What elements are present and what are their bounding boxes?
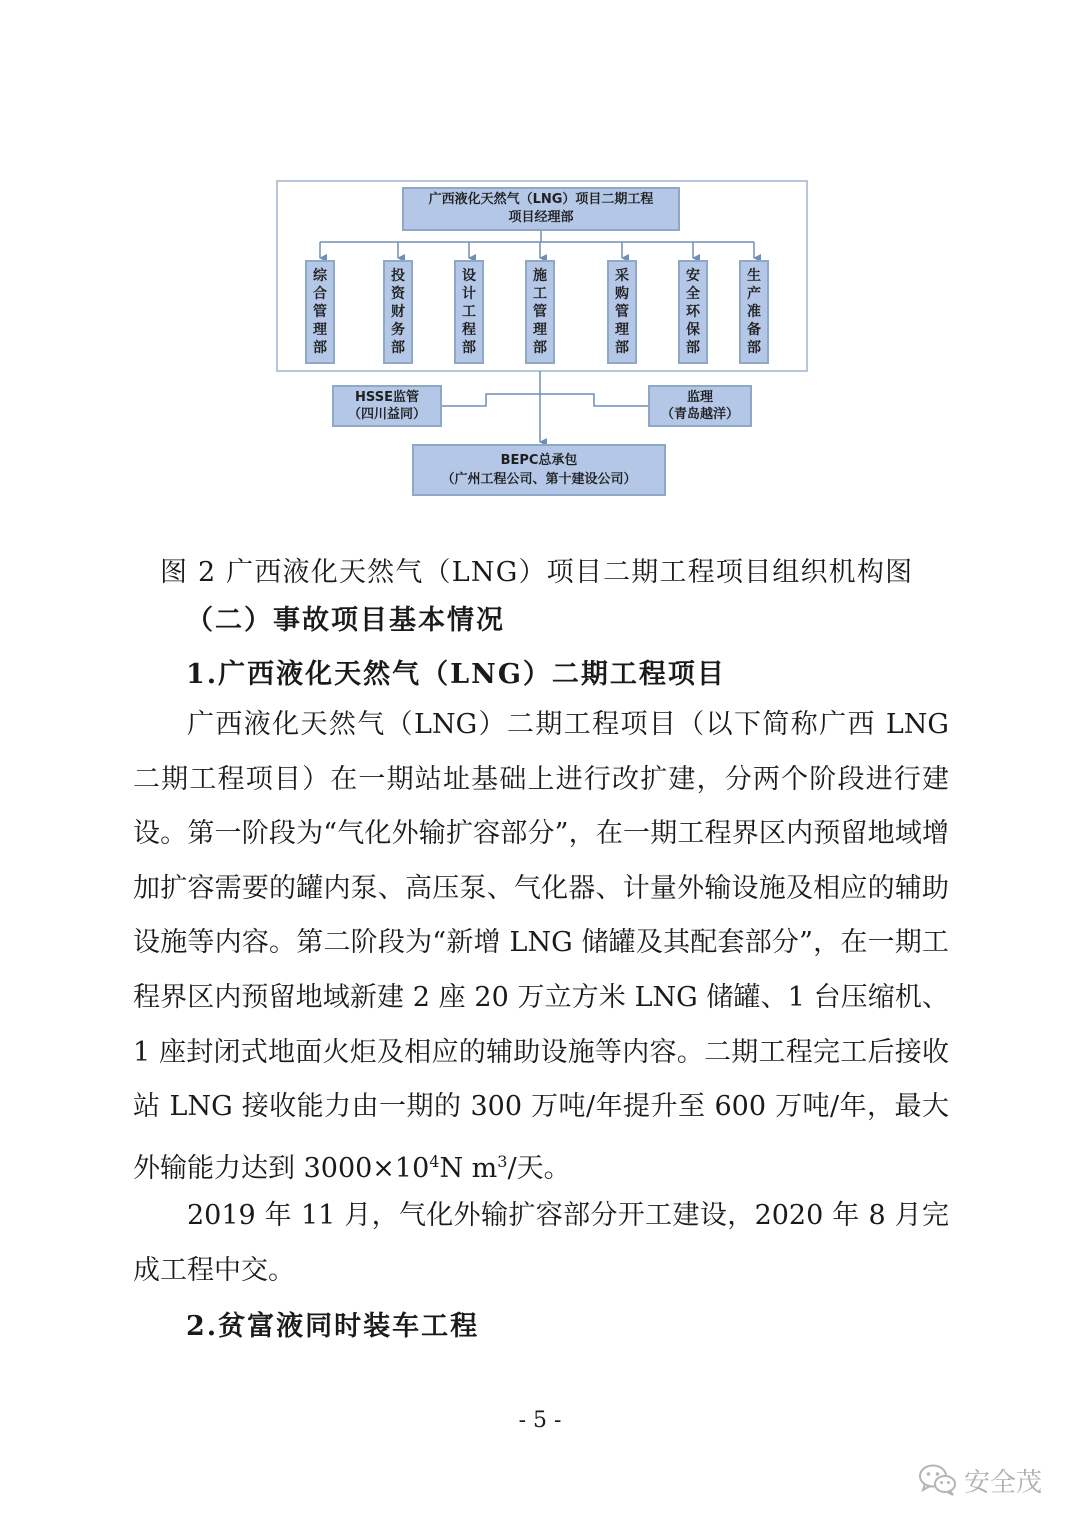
bepc-line2: （广州工程公司、第十建设公司） <box>441 472 637 487</box>
watermark-text: 安全茂 <box>964 1467 1043 1498</box>
dept-box-procurement: 采购管理部 <box>607 260 637 364</box>
dept-box-safety: 安全环保部 <box>678 260 708 364</box>
unit-per-day: /天。 <box>507 1152 571 1184</box>
dept-box-finance: 投资财务部 <box>383 260 413 364</box>
dept-box-production: 生产准备部 <box>739 260 769 364</box>
project-management-dept-line2: 项目经理部 <box>508 210 574 225</box>
project-management-dept-box <box>402 187 680 231</box>
wechat-icon <box>918 1463 958 1497</box>
hsse-supervision-box <box>332 385 442 427</box>
supervision-line2: （青岛越洋） <box>660 407 739 422</box>
project-management-dept-line1: 广西液化天然气（LNG）项目二期工程 <box>428 192 654 207</box>
paragraph-construction-timeline: 2019 年 11 月，气化外输扩容部分开工建设，2020 年 8 月完成工程中交。 <box>133 1200 949 1286</box>
subsection-heading-2: 2.贫富液同时装车工程 <box>186 1311 480 1342</box>
org-chart <box>276 180 808 500</box>
supervision-box <box>648 385 752 427</box>
paragraph-project-overview-text: 广西液化天然气（LNG）二期工程项目（以下简称广西 LNG 二期工程项目）在一期站址基础上进行改扩建，分两个阶段进行建设。第一阶段为“气化外输扩容部分”，在一期工程界区内预留地域增加扩容需要的罐内泵、高压泵、气化器、计量外输设施及相应的辅助设施等内容。第二阶段为“新增 LNG 储罐及其配套部分”，在一期工程界区内预留地域新建 2 座 20 万立方米 LNG 储罐、1 台压缩机、1 座封闭式地面火炬及相应的辅助设施等内容。二期工程完工后接收站 LNG 接收能力由一期的 300 万吨/年提升至 600 万吨/年，最大外输能力达到 3000×10 <box>133 709 949 1184</box>
exponent-3: 3 <box>497 1151 508 1171</box>
section-heading: （二）事故项目基本情况 <box>186 605 505 636</box>
hsse-line2: （四川益同） <box>347 407 426 422</box>
dept-box-general: 综合管理部 <box>305 260 335 364</box>
dept-box-construction: 施工管理部 <box>525 260 555 364</box>
dept-box-design: 设计工程部 <box>454 260 484 364</box>
watermark <box>918 1460 1042 1500</box>
subsection-heading-1: 1.广西液化天然气（LNG）二期工程项目 <box>186 659 726 690</box>
paragraph-project-overview <box>133 698 949 1196</box>
bepc-line1: BEPC总承包 <box>500 453 578 468</box>
supervision-line1: 监理 <box>686 390 713 405</box>
exponent-4: 4 <box>429 1151 440 1171</box>
figure-caption: 图 2 广西液化天然气（LNG）项目二期工程项目组织机构图 <box>160 557 914 588</box>
page-number: - 5 - <box>518 1408 562 1433</box>
hsse-line1: HSSE监管 <box>355 390 419 405</box>
unit-nm: N m <box>439 1152 498 1184</box>
bepc-contractor-box <box>412 444 666 496</box>
